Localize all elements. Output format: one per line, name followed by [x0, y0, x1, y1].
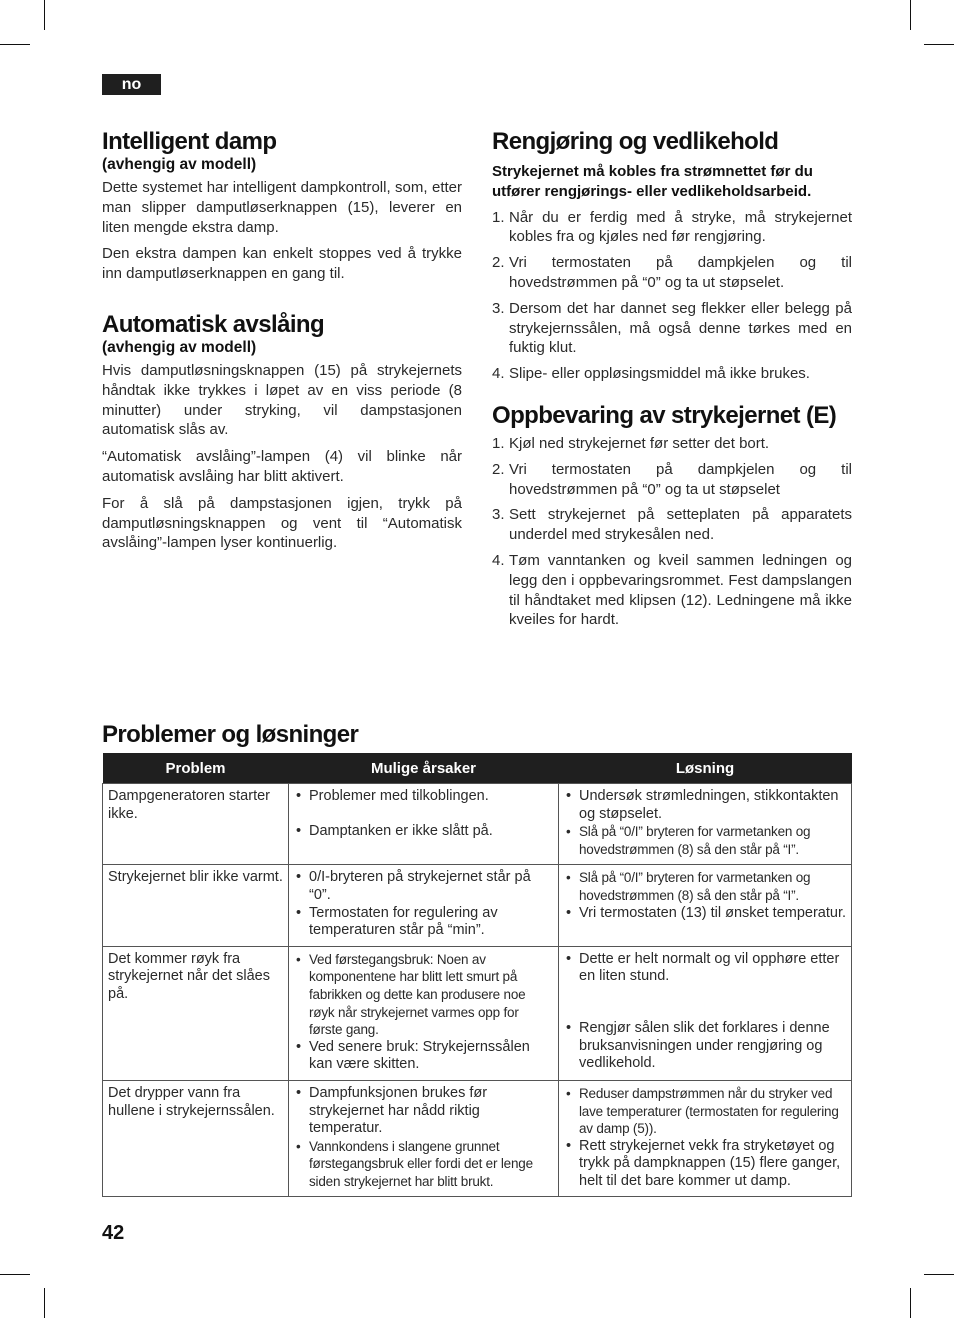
solution-item: • Vri termostaten (13) til ønsket temperatur.: [564, 905, 846, 923]
list-item: 4. Slipe- eller oppløsingsmiddel må ikke brukes.: [492, 365, 810, 383]
section-title: Intelligent damp: [102, 128, 277, 155]
storage-section: [492, 402, 852, 630]
right-column: [492, 128, 852, 636]
problem-cell: Strykejernet blir ikke varmt.: [103, 865, 289, 946]
warning-text: Strykejernet må kobles fra strømnettet før du utfører rengjørings- eller vedlikeholdsarbeid.: [492, 163, 813, 200]
solution-item: • Slå på “0/I” bryteren for varmetanken og hovedstrømmen (8) så den står på “I”.: [564, 869, 846, 904]
list-item: 2. Vri termostaten på dampkjelen og til hovedstrømmen på “0” og ta ut støpselet.: [492, 254, 852, 291]
problem-cell: Dampgeneratoren starter ikke.: [103, 784, 289, 865]
causes-cell: [289, 1080, 559, 1197]
cause-item: • Termostaten for regulering av temperaturen står på “min”.: [294, 905, 553, 940]
storage-steps: [492, 434, 852, 630]
solution-item: • Rett strykejernet vekk fra stryketøyet og trykk på dampknappen (15) flere ganger, helt til det bare kommer ut damp.: [564, 1138, 846, 1191]
solution-cell: [559, 865, 852, 946]
column-header-causes: Mulige årsaker: [289, 753, 559, 784]
paragraph: Dette systemet har intelligent dampkontroll, som, etter man slipper damputløserknappen (15), leverer en liten mengde ekstra damp.: [102, 179, 462, 236]
solution-item: • Reduser dampstrømmen når du stryker ved lave temperaturer (termostaten for regulering av damp (5)).: [564, 1085, 846, 1138]
crop-mark: [44, 1288, 45, 1318]
intelligent-damp-section: [102, 128, 462, 284]
section-title: Rengjøring og vedlikehold: [492, 128, 779, 155]
troubleshooting-title: Problemer og løsninger: [102, 721, 359, 748]
section-title: Automatisk avslåing: [102, 310, 325, 338]
language-badge: no: [102, 74, 161, 95]
cause-item: • Ved førstegangsbruk: Noen av komponentene har blitt lett smurt på fabrikken og dette kan produsere noe røyk når strykejernet varmes opp for første gang.: [294, 951, 553, 1039]
solution-cell: [559, 1080, 852, 1197]
list-item: 1. Når du er ferdig med å stryke, må strykejernet kobles fra og kjøles ned før rengjøring.: [492, 208, 852, 246]
list-item: 2. Vri termostaten på dampkjelen og til hovedstrømmen på “0” og ta ut støpselet: [492, 460, 852, 498]
troubleshooting-table: [102, 753, 852, 1197]
left-column: [102, 128, 462, 560]
crop-mark: [910, 0, 911, 30]
table-row: [103, 784, 852, 865]
cause-item: • Dampfunksjonen brukes før strykejernet har nådd riktig temperatur.: [294, 1085, 553, 1138]
causes-cell: [289, 784, 559, 865]
cause-item: • Vannkondens i slangene grunnet førstegangsbruk eller fordi det er lenge siden strykejernet har blitt brukt.: [294, 1138, 553, 1191]
problem-cell: Det drypper vann fra hullene i strykejernssålen.: [103, 1080, 289, 1197]
paragraph: For å slå på dampstasjonen igjen, trykk på damputløsningsknappen og vent til “Automatisk avslåing”-lampen lyser kontinuerlig.: [102, 494, 462, 552]
crop-mark: [910, 1288, 911, 1318]
list-item: 3. Sett strykejernet på setteplaten på apparatets underdel med strykesålen ned.: [492, 506, 852, 544]
crop-mark: [924, 44, 954, 45]
crop-mark: [44, 0, 45, 30]
crop-mark: [0, 44, 30, 45]
section-subtitle: (avhengig av modell): [102, 156, 257, 173]
causes-cell: [289, 865, 559, 946]
solution-item: • Rengjør sålen slik det forklares i denne bruksanvisningen under rengjøring og vedlikehold.: [564, 1020, 846, 1073]
table-row: [103, 1080, 852, 1197]
table-header-row: [103, 753, 852, 784]
list-item: 3. Dersom det har dannet seg flekker eller belegg på strykejernssålen, må også denne tørkes med en fuktig klut.: [492, 299, 852, 357]
auto-off-section: [102, 311, 462, 553]
solution-item: • Dette er helt normalt og vil opphøre etter en liten stund.: [564, 951, 846, 986]
table-row: [103, 946, 852, 1080]
solution-cell: [559, 784, 852, 865]
solution-item: • Slå på “0/I” bryteren for varmetanken og hovedstrømmen (8) så den står på “I”.: [564, 823, 846, 858]
cause-item: • Ved senere bruk: Strykejernssålen kan være skitten.: [294, 1039, 553, 1074]
table-row: [103, 865, 852, 946]
cause-item: • Damptanken er ikke slått på.: [294, 823, 553, 841]
causes-cell: [289, 946, 559, 1080]
crop-mark: [0, 1274, 30, 1275]
paragraph: Hvis damputløsningsknappen (15) på strykejernets håndtak ikke trykkes i løpet av en viss periode (8 minutter) under stryking, vil dampstasjonen automatisk slås av.: [102, 361, 462, 439]
column-header-problem: Problem: [103, 753, 289, 784]
solution-item: • Undersøk strømledningen, stikkontakten og støpselet.: [564, 788, 846, 823]
paragraph: Den ekstra dampen kan enkelt stoppes ved å trykke inn damputløserknappen en gang til.: [102, 245, 462, 283]
page-number: 42: [102, 1222, 125, 1244]
problem-cell: Det kommer røyk fra strykejernet når det slåes på.: [103, 946, 289, 1080]
column-header-solution: Løsning: [559, 753, 852, 784]
section-subtitle: (avhengig av modell): [102, 338, 257, 356]
list-item: 1. Kjøl ned strykejernet før setter det bort.: [492, 434, 770, 452]
cleaning-section: [492, 128, 852, 384]
solution-cell: [559, 946, 852, 1080]
list-item: 4. Tøm vanntanken og kveil sammen ledningen og legg den i oppbevaringsrommet. Fest dampslangen til håndtaket med klipsen (12). Ledningene må ikke kveiles for hardt.: [492, 551, 852, 629]
paragraph: “Automatisk avslåing”-lampen (4) vil blinke når automatisk avslåing har blitt aktivert.: [102, 448, 462, 485]
cause-item: • 0/I-bryteren på strykejernet står på “0”.: [294, 869, 553, 904]
cause-item: • Problemer med tilkoblingen.: [294, 788, 553, 806]
cleaning-steps: [492, 208, 852, 384]
section-title: Oppbevaring av strykejernet (E): [492, 401, 837, 429]
crop-mark: [924, 1274, 954, 1275]
